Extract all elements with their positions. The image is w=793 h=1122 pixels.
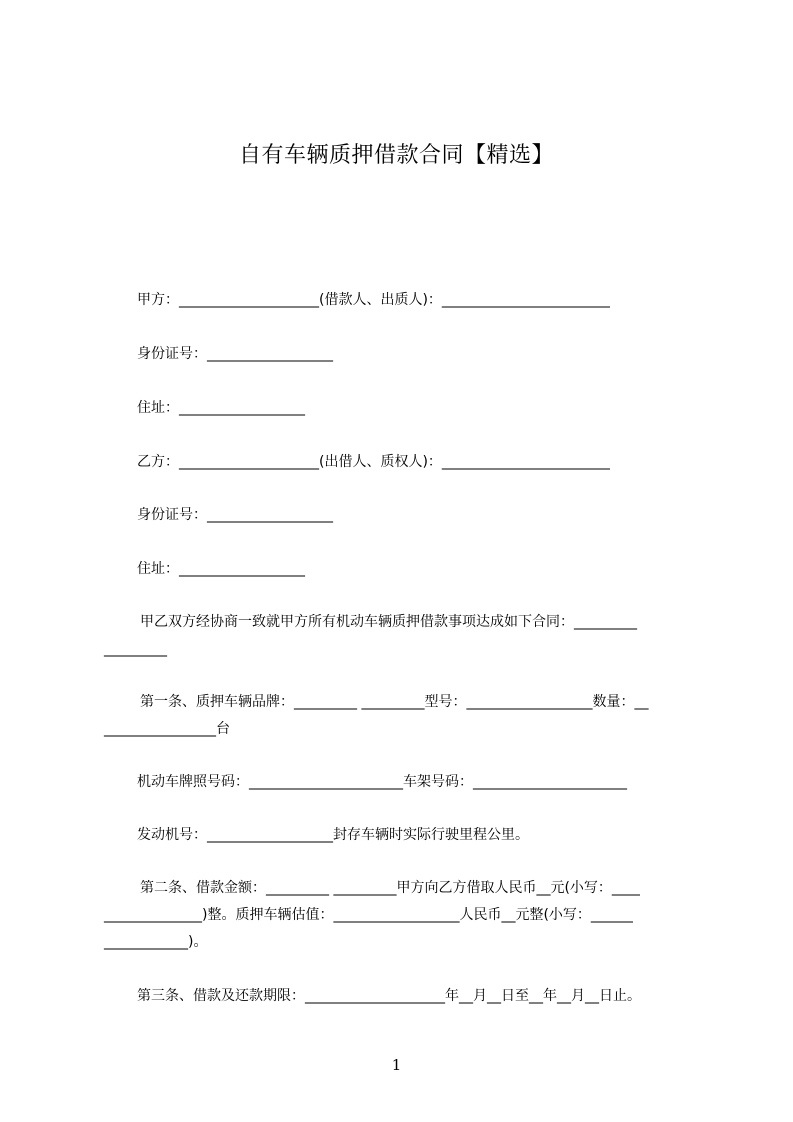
intro-line-2: _________ [104, 641, 167, 657]
party-a-id-line: 身份证号：__________________ [137, 346, 333, 362]
party-b-line: 乙方：____________________(出借人、质权人)：________________________ [137, 454, 610, 470]
page-number: 1 [391, 1056, 402, 1074]
article-1-line-1: 第一条、质押车辆品牌：_________ _________型号：__________________数量：__ [140, 694, 649, 710]
party-b-address-line: 住址：__________________ [137, 561, 305, 577]
article-3-line: 第三条、借款及还款期限：____________________年__月__日至__年__月__日止。 [137, 988, 641, 1004]
party-b-id-line: 身份证号：__________________ [137, 507, 333, 523]
article-1-line-2: ________________台 [104, 721, 230, 737]
party-a-address-line: 住址：__________________ [137, 400, 305, 416]
article-2-line-1: 第二条、借款金额：_________ _________甲方向乙方借取人民币__元(小写：____ [140, 880, 640, 896]
intro-line-1: 甲乙双方经协商一致就甲方所有机动车辆质押借款事项达成如下合同：_________ [140, 614, 637, 630]
article-2-line-2: ______________)整。质押车辆估值：__________________人民币__元整(小写：______ [104, 907, 633, 923]
article-2-line-3: ____________)。 [104, 934, 208, 950]
party-a-line: 甲方：____________________(借款人、出质人)：________________________ [137, 292, 610, 308]
engine-line: 发动机号：__________________封存车辆时实际行驶里程公里。 [137, 827, 529, 843]
plate-frame-line: 机动车牌照号码：______________________车架号码：______________________ [137, 774, 627, 790]
document-title: 自有车辆质押借款合同【精选】 [238, 143, 554, 168]
